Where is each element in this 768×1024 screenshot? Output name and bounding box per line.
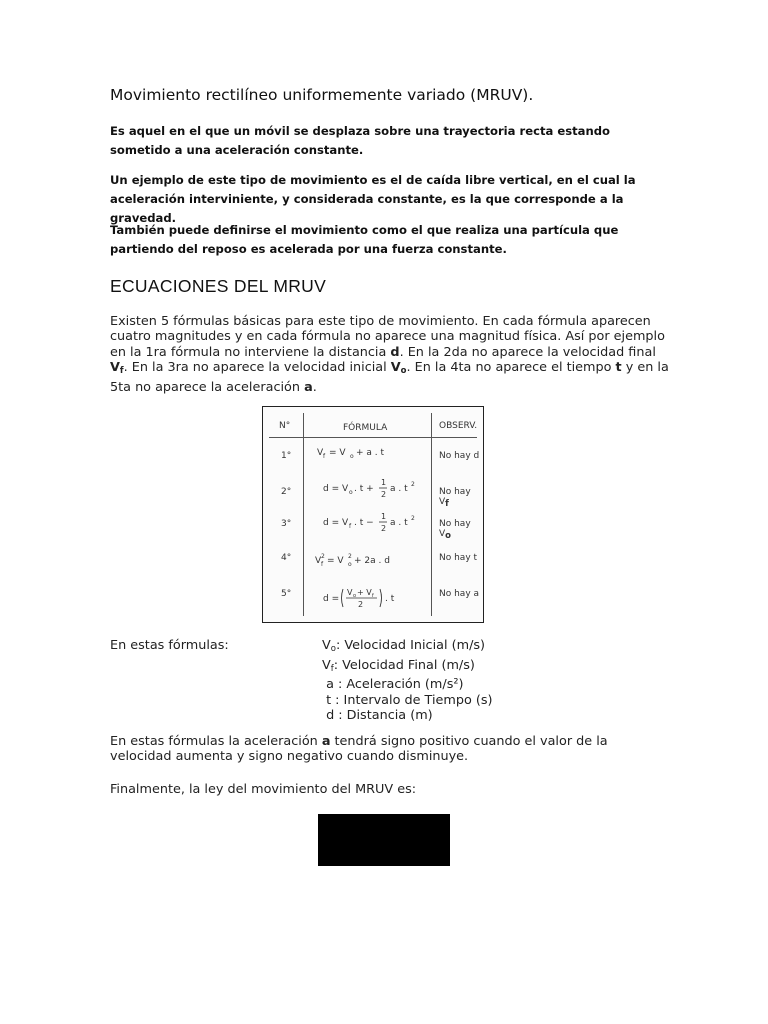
paragraph-alternative: También puede definirse el movimiento como el que realiza una partícula que partiendo del reposo es acelerada por una fuerza constante. <box>110 223 619 256</box>
intro-paragraph: Existen 5 fórmulas básicas para este tipo de movimiento. En cada fórmula aparecen cuatro magnitudes y en cada fórmula no aparece una magnitud física. Así por ejemplo en la 1ra fórmula no interviene la distancia d. En la 2da no aparece la velocidad final $V_f$. En la 3ra no aparece la velocidad inicial $V_o$. En la 4ta no aparece el tiempo t y en la 5ta no aparece la aceleración a. <box>110 314 669 395</box>
svg-text:2: 2 <box>381 524 387 533</box>
svg-text:1: 1 <box>381 512 387 521</box>
svg-text:V: V <box>315 556 322 566</box>
table-row-number: 1° <box>281 451 292 461</box>
svg-text:= V: = V <box>327 556 344 566</box>
table-obs: No hay t <box>439 553 478 563</box>
svg-text:. t: . t <box>385 594 395 604</box>
svg-text:2: 2 <box>411 515 415 522</box>
definitions-label: En estas fórmulas: <box>110 638 229 653</box>
paragraph-example: Un ejemplo de este tipo de movimiento es el de caída libre vertical, en el cual la aceleración interviniente, y considerada constante, es la que corresponde a la gravedad. <box>110 173 636 225</box>
table-header-formula: FÓRMULA <box>343 423 388 433</box>
table-obs: No hay Vf <box>439 487 471 509</box>
acceleration-note: En estas fórmulas la aceleración a tendrá signo positivo cuando el valor de la velocidad aumenta y signo negativo cuando disminuye. <box>110 734 608 765</box>
svg-text:2: 2 <box>321 553 325 560</box>
svg-text:2: 2 <box>381 490 387 499</box>
section-heading: ECUACIONES DEL MRUV <box>110 276 327 296</box>
definition-item: t : Intervalo de Tiempo (s) <box>326 692 493 708</box>
svg-text:d =: d = <box>323 594 340 604</box>
table-row-number: 2° <box>281 487 292 497</box>
final-line: Finalmente, la ley del movimiento del MRUV es: <box>110 782 417 797</box>
formulas-graphic <box>307 439 431 617</box>
svg-text:d = V: d = V <box>323 518 349 528</box>
law-formula-image <box>318 814 450 866</box>
svg-text:. t −: . t − <box>354 518 374 528</box>
svg-text:= V: = V <box>329 448 346 458</box>
table-obs: No hay Vo <box>439 519 471 541</box>
table-divider <box>269 437 477 438</box>
svg-text:. t +: . t + <box>354 484 374 494</box>
svg-text:+ V: + V <box>357 588 372 597</box>
svg-text:V: V <box>347 588 353 597</box>
svg-text:2: 2 <box>348 553 352 560</box>
svg-text:+ a . t: + a . t <box>356 448 385 458</box>
definition-item: $V_f$: Velocidad Final (m/s) <box>322 657 475 674</box>
svg-text:d = V: d = V <box>323 484 349 494</box>
definition-item: d : Distancia (m) <box>326 708 433 724</box>
table-row-number: 5° <box>281 589 292 599</box>
formula-table <box>262 406 484 623</box>
table-obs: No hay a <box>439 589 480 599</box>
svg-text:f: f <box>321 561 324 568</box>
table-header-obs: OBSERV. <box>439 421 478 431</box>
document-title: Movimiento rectilíneo uniformemente variado (MRUV). <box>110 86 534 104</box>
svg-text:f: f <box>372 593 374 599</box>
table-obs: No hay d <box>439 451 480 461</box>
definitions-list <box>322 638 493 724</box>
table-divider <box>431 413 432 616</box>
svg-text:2: 2 <box>358 600 364 609</box>
svg-text:f: f <box>323 453 326 460</box>
svg-text:+ 2a . d: + 2a . d <box>354 556 390 566</box>
paragraph-definition: Es aquel en el que un móvil se desplaza sobre una trayectoria recta estando sometido a una aceleración constante. <box>110 124 611 157</box>
svg-text:1: 1 <box>381 478 387 487</box>
svg-text:f: f <box>349 523 352 530</box>
svg-text:a . t: a . t <box>390 518 408 528</box>
svg-text:o: o <box>353 593 357 599</box>
table-divider <box>303 413 304 616</box>
table-header-n: N° <box>279 421 291 431</box>
definition-item: a : Aceleración (m/s²) <box>326 677 464 693</box>
svg-text:o: o <box>349 489 353 496</box>
svg-text:o: o <box>350 453 354 460</box>
table-row-number: 3° <box>281 519 292 529</box>
table-row-number: 4° <box>281 553 292 563</box>
svg-text:2: 2 <box>411 481 415 488</box>
svg-text:V: V <box>317 448 324 458</box>
definition-item: $V_o$: Velocidad Inicial (m/s) <box>322 638 486 654</box>
svg-text:o: o <box>348 561 352 568</box>
svg-text:a . t: a . t <box>390 484 408 494</box>
